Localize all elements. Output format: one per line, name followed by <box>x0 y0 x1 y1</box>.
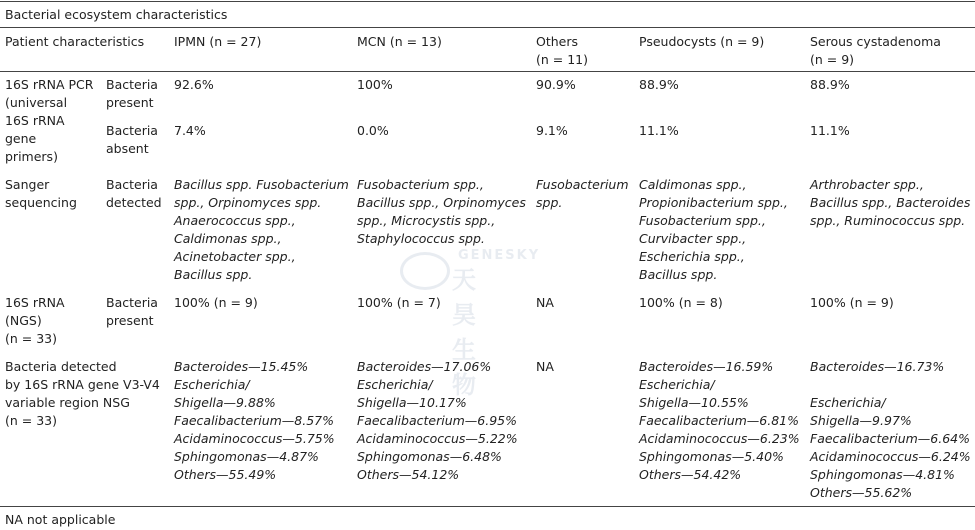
cell-sanger-mcn: Fusobacterium spp., Bacillus spp., Orpinomyces spp., Microcystis spp., Staphylococcus spp. <box>357 177 526 246</box>
row-pcr-present-label: Bacteria present <box>106 77 158 110</box>
table-footnote: NA not applicable <box>5 512 116 527</box>
cell-v3v4-ipmn: Bacteroides—15.45% Escherichia/ Shigella—9.88% Faecalibacterium—8.57% Acidaminococcus—5.75% Sphingomonas—4.87% Others—55.49% <box>174 359 335 482</box>
row-sanger-sub-label: Bacteria detected <box>106 177 162 210</box>
row-sanger-label: Sanger sequencing <box>5 177 77 210</box>
row-ngs-sub-label: Bacteria present <box>106 295 158 328</box>
cell-pcr-absent-mcn: 0.0% <box>357 123 389 138</box>
cell-pcr-absent-serous: 11.1% <box>810 123 850 138</box>
row-pcr-label: 16S rRNA PCR (universal 16S rRNA gene primers) <box>5 77 94 164</box>
cell-pcr-present-pseudocysts: 88.9% <box>639 77 679 92</box>
header-mcn: MCN (n = 13) <box>357 34 442 49</box>
header-top-rule <box>0 27 975 28</box>
watermark-cn: 天昊生物 <box>452 266 478 399</box>
cell-pcr-present-serous: 88.9% <box>810 77 850 92</box>
table-bottom-rule <box>0 506 975 507</box>
table-title: Bacterial ecosystem characteristics <box>5 7 228 22</box>
header-serous: Serous cystadenoma (n = 9) <box>810 34 941 67</box>
header-patient: Patient characteristics <box>5 34 145 49</box>
cell-sanger-serous: Arthrobacter spp., Bacillus spp., Bacteroides spp., Ruminococcus spp. <box>810 177 971 228</box>
row-pcr-absent-label: Bacteria absent <box>106 123 158 156</box>
header-pseudocysts: Pseudocysts (n = 9) <box>639 34 765 49</box>
cell-pcr-absent-ipmn: 7.4% <box>174 123 206 138</box>
table-top-rule <box>0 1 975 2</box>
cell-v3v4-serous: Bacteroides—16.73% Escherichia/ Shigella—9.97% Faecalibacterium—6.64% Acidaminococcus—6.24% Sphingomonas—4.81% Others—55.62% <box>810 359 971 500</box>
cell-sanger-ipmn: Bacillus spp. Fusobacterium spp., Orpinomyces spp. Anaerococcus spp., Caldimonas spp., Acinetobacter spp., Bacillus spp. <box>174 177 349 282</box>
cell-pcr-present-mcn: 100% <box>357 77 393 92</box>
cell-ngs-ipmn: 100% (n = 9) <box>174 295 258 310</box>
cell-v3v4-others: NA <box>536 359 554 374</box>
cell-ngs-pseudocysts: 100% (n = 8) <box>639 295 723 310</box>
cell-ngs-others: NA <box>536 295 554 310</box>
cell-v3v4-mcn: Bacteroides—17.06% Escherichia/ Shigella—10.17% Faecalibacterium—6.95% Acidaminococcus—5.22% Sphingomonas—6.48% Others—54.12% <box>357 359 518 482</box>
watermark-logo-icon <box>400 252 450 290</box>
cell-pcr-absent-others: 9.1% <box>536 123 568 138</box>
watermark-en: GENESKY <box>458 248 541 263</box>
cell-sanger-pseudocysts: Caldimonas spp., Propionibacterium spp., Fusobacterium spp., Curvibacter spp., Escherichia spp., Bacillus spp. <box>639 177 788 282</box>
header-others: Others (n = 11) <box>536 34 589 67</box>
cell-pcr-present-others: 90.9% <box>536 77 576 92</box>
row-v3v4-label: Bacteria detected by 16S rRNA gene V3-V4 variable region NSG (n = 33) <box>5 359 160 428</box>
cell-v3v4-pseudocysts: Bacteroides—16.59% Escherichia/ Shigella—10.55% Faecalibacterium—6.81% Acidaminococcus—6.23% Sphingomonas—5.40% Others—54.42% <box>639 359 800 482</box>
cell-pcr-present-ipmn: 92.6% <box>174 77 214 92</box>
header-ipmn: IPMN (n = 27) <box>174 34 262 49</box>
header-bottom-rule <box>0 71 975 72</box>
cell-ngs-serous: 100% (n = 9) <box>810 295 894 310</box>
cell-pcr-absent-pseudocysts: 11.1% <box>639 123 679 138</box>
cell-ngs-mcn: 100% (n = 7) <box>357 295 441 310</box>
row-ngs-label: 16S rRNA (NGS) (n = 33) <box>5 295 65 346</box>
cell-sanger-others: Fusobacterium spp. <box>536 177 629 210</box>
